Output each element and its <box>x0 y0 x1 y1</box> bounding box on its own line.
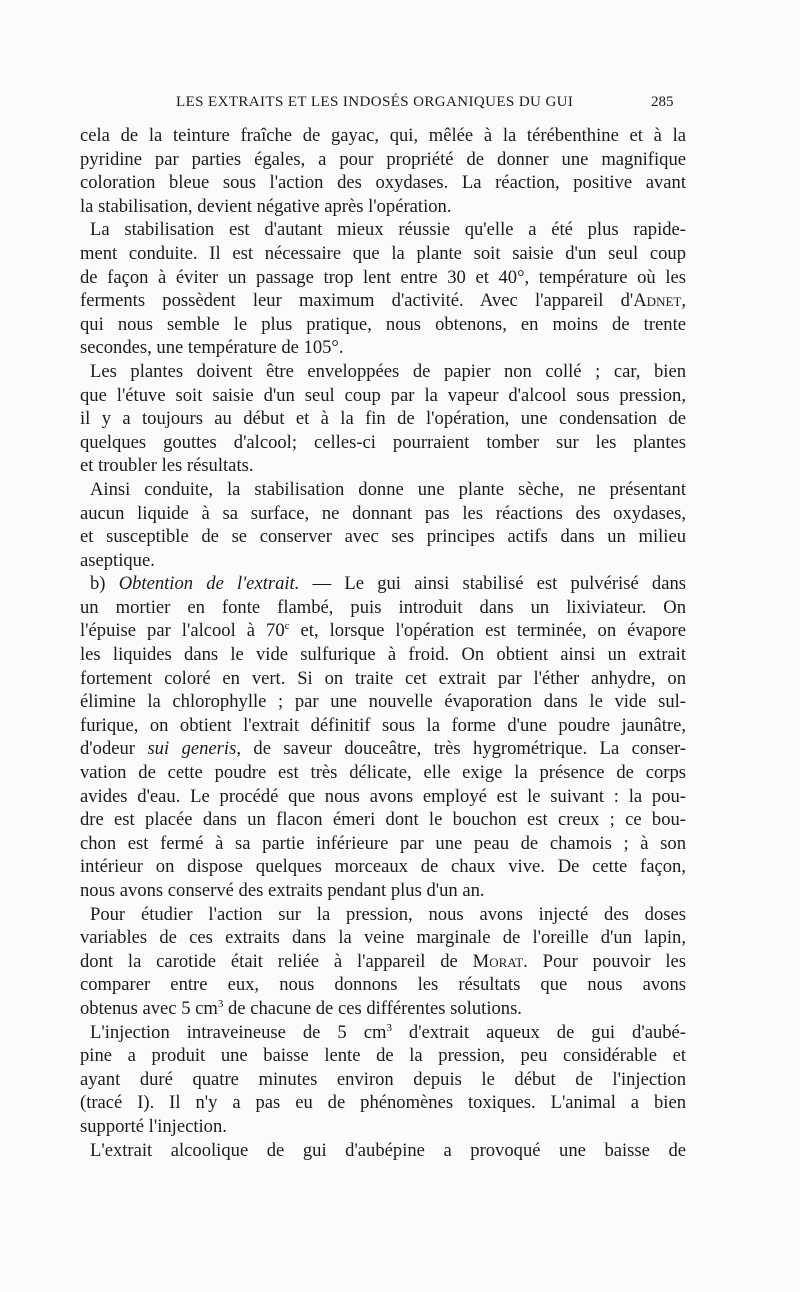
text-line <box>80 360 686 384</box>
text-span: qui nous semble le plus pratique, nous obtenons, en moins de trente <box>80 313 686 335</box>
text-span: coloration bleue sous l'action des oxydases. La réaction, positive avant <box>80 172 686 194</box>
text-line <box>80 478 686 502</box>
text-span: avides d'eau. Le procédé que nous avons employé est le suivant : la pou- <box>80 785 686 807</box>
text-span: intérieur on dispose quelques morceaux de chaux vive. De cette façon, <box>80 856 686 878</box>
text-line <box>80 454 686 478</box>
text-line <box>80 997 686 1021</box>
text-span: obtenus avec 5 cm <box>80 997 218 1019</box>
text-span: cela de la teinture fraîche de gayac, qui, mêlée à la térébenthine et à la <box>80 125 686 146</box>
page-number: 285 <box>651 94 674 110</box>
text-line <box>80 1115 686 1139</box>
text-span: variables de ces extraits dans la veine marginale de l'oreille d'un lapin, <box>80 927 686 949</box>
text-line <box>80 218 686 242</box>
text-span: Ainsi conduite, la stabilisation donne une plante sèche, ne présentant <box>90 478 686 500</box>
text-line <box>80 336 686 360</box>
text-span: de chacune de ces différentes solutions. <box>223 997 522 1019</box>
text-span: et troubler les résultats. <box>80 455 254 477</box>
text-span: secondes, une température de 105°. <box>80 337 344 359</box>
text-span: d'odeur <box>80 738 148 760</box>
text-span: Les plantes doivent être enveloppées de papier non collé ; car, bien <box>90 360 686 382</box>
text-span: , de saveur douceâtre, très hygrométrique. La conser- <box>236 738 686 760</box>
text-line <box>80 855 686 879</box>
text-line <box>80 148 686 172</box>
text-line <box>80 266 686 290</box>
text-span: vation de cette poudre est très délicate, elle exige la présence de corps <box>80 762 686 784</box>
text-line <box>80 431 686 455</box>
text-line <box>80 785 686 809</box>
text-span: dont la carotide était reliée à l'appareil de <box>80 950 473 972</box>
text-span: que l'étuve soit saisie d'un seul coup par la vapeur d'alcool sous pression, <box>80 384 686 406</box>
text-span: d'extrait aqueux de gui d'aubé- <box>391 1021 686 1043</box>
text-line <box>80 926 686 950</box>
running-header <box>0 94 800 118</box>
text-span: de façon à éviter un passage trop lent entre 30 et 40°, température où les <box>80 266 686 288</box>
text-line <box>80 714 686 738</box>
text-line <box>80 1091 686 1115</box>
text-span: il y a toujours au début et à la fin de l'opération, une condensation de <box>80 408 686 430</box>
text-span: , <box>681 290 686 312</box>
text-line <box>80 737 686 761</box>
text-line <box>80 384 686 408</box>
text-span: supporté l'injection. <box>80 1115 227 1137</box>
text-line <box>80 903 686 927</box>
text-line <box>80 195 686 219</box>
text-line <box>80 808 686 832</box>
text-span: dre est placée dans un flacon émeri dont le bouchon est creux ; ce bou- <box>80 809 686 831</box>
text-span: pyridine par parties égales, a pour propriété de donner une magnifique <box>80 148 686 170</box>
text-span: et, lorsque l'opération est terminée, on évapore <box>289 620 686 642</box>
text-span: L'extrait alcoolique de gui d'aubépine a provoqué une baisse de <box>90 1139 686 1161</box>
text-line <box>80 242 686 266</box>
text-span: furique, on obtient l'extrait définitif sous la forme d'une poudre jaunâtre, <box>80 714 686 736</box>
text-span: L'injection intraveineuse de 5 cm <box>90 1021 387 1043</box>
text-span: l'épuise par l'alcool à 70 <box>80 620 285 642</box>
text-span: ment conduite. Il est nécessaire que la plante soit saisie d'un seul coup <box>80 242 686 264</box>
text-span: aucun liquide à sa surface, ne donnant pas les réactions des oxydases, <box>80 502 686 524</box>
author-name-adnet: Adnet <box>633 290 682 312</box>
text-line <box>80 690 686 714</box>
author-name-morat: Morat <box>472 950 524 972</box>
text-line <box>80 1021 686 1045</box>
text-span: b) <box>90 573 119 595</box>
text-span: nous avons conservé des extraits pendant plus d'un an. <box>80 880 485 901</box>
text-span: — Le gui ainsi stabilisé est pulvérisé dans <box>299 573 686 595</box>
running-title: LES EXTRAITS ET LES INDOSÉS ORGANIQUES DU GUI <box>176 94 574 110</box>
text-span: La stabilisation est d'autant mieux réussie qu'elle a été plus rapide- <box>90 219 686 241</box>
text-line <box>80 1044 686 1068</box>
text-line <box>80 879 686 903</box>
text-span: (tracé I). Il n'y a pas eu de phénomènes toxiques. L'animal a bien <box>80 1092 686 1114</box>
text-line <box>80 667 686 691</box>
text-line <box>80 1139 686 1163</box>
text-line <box>80 124 686 148</box>
text-span: et susceptible de se conserver avec ses principes actifs dans un milieu <box>80 526 686 548</box>
text-span: ferments possèdent leur maximum d'activité. Avec l'appareil d' <box>80 290 634 312</box>
text-span: fortement coloré en vert. Si on traite cet extrait par l'éther anhydre, on <box>80 667 686 689</box>
italic-sui-generis: sui generis <box>147 738 237 760</box>
text-line <box>80 289 686 313</box>
text-span: pine a produit une baisse lente de la pression, peu considérable et <box>80 1045 686 1067</box>
text-line <box>80 502 686 526</box>
text-line <box>80 313 686 337</box>
text-span: élimine la chlorophylle ; par une nouvelle évaporation dans le vide sul- <box>80 691 686 713</box>
text-line <box>80 596 686 620</box>
text-line <box>80 525 686 549</box>
text-span: un mortier en fonte flambé, puis introduit dans un lixiviateur. On <box>80 596 686 618</box>
text-line <box>80 619 686 643</box>
text-span: la stabilisation, devient négative après l'opération. <box>80 195 452 217</box>
superscript-cube: 3 <box>386 1021 392 1034</box>
section-heading-obtention: Obtention de l'extrait. <box>118 573 300 595</box>
text-line <box>80 171 686 195</box>
text-span: les liquides dans le vide sulfurique à froid. On obtient ainsi un extrait <box>80 644 686 666</box>
text-span: chon est fermé à sa partie inférieure par une peau de chamois ; à son <box>80 832 686 854</box>
superscript-c: c <box>284 620 290 633</box>
text-line <box>80 832 686 856</box>
text-span: . Pour pouvoir les <box>523 950 686 972</box>
text-span: aseptique. <box>80 549 155 571</box>
text-line <box>80 1068 686 1092</box>
text-line <box>80 572 686 596</box>
text-line <box>80 407 686 431</box>
text-span: comparer entre eux, nous donnons les résultats que nous avons <box>80 974 686 996</box>
text-span: ayant duré quatre minutes environ depuis le début de l'injection <box>80 1068 686 1090</box>
text-line <box>80 549 686 573</box>
superscript-cube: 3 <box>217 997 224 1010</box>
text-span: Pour étudier l'action sur la pression, nous avons injecté des doses <box>90 903 686 925</box>
body-text <box>80 124 686 1162</box>
text-line <box>80 973 686 997</box>
text-line <box>80 950 686 974</box>
text-line <box>80 643 686 667</box>
text-span: quelques gouttes d'alcool; celles-ci pourraient tomber sur les plantes <box>80 431 686 453</box>
text-line <box>80 761 686 785</box>
